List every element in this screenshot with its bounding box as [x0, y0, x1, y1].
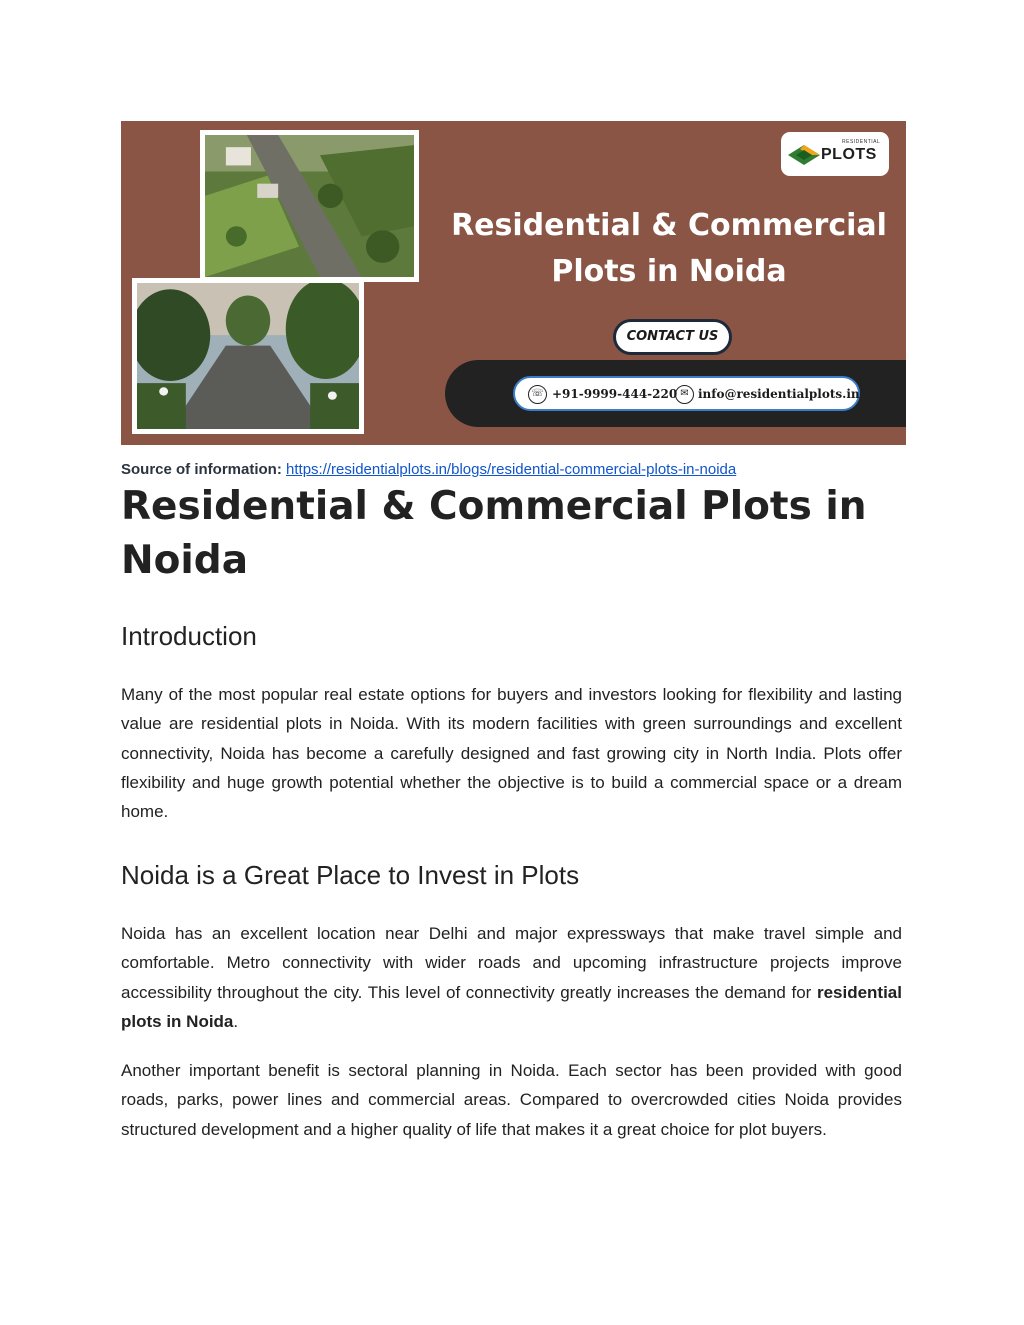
banner-title: Residential & Commercial Plots in Noida — [451, 208, 887, 289]
invest-paragraph-end: . — [233, 1011, 239, 1031]
source-label: Source of information: — [121, 461, 282, 478]
garden-pathway-photo — [132, 278, 364, 434]
hero-banner — [121, 121, 906, 445]
invest-paragraph — [121, 919, 902, 1036]
contact-info-pill — [513, 376, 860, 411]
heading-introduction: Introduction — [121, 621, 257, 651]
phone-icon: ☏ — [528, 385, 547, 404]
invest-paragraph-text: Noida has an excellent location near Delhi and major expressways that make travel simple and comfortable. Metro connectivity with wider roads and upcoming infrastructure projects improve accessibility throughout the city. This level of connectivity greatly increases the demand for — [121, 924, 902, 1002]
aerial-plots-photo — [200, 130, 419, 282]
source-link[interactable]: https://residentialplots.in/blogs/residential-commercial-plots-in-noida — [286, 461, 737, 478]
logo-subtext: RESIDENTIAL — [842, 139, 881, 145]
source-line — [121, 461, 736, 478]
page-title: Residential & Commercial Plots in Noida — [121, 484, 867, 583]
contact-us-button[interactable]: CONTACT US — [613, 319, 732, 355]
email-address: info@residentialplots.in — [698, 387, 860, 401]
invest-paragraph-bold: residential plots in Noida — [121, 982, 902, 1031]
heading-invest: Noida is a Great Place to Invest in Plots — [121, 860, 580, 890]
phone-number: +91-9999-444-220 — [552, 387, 678, 401]
planning-paragraph: Another important benefit is sectoral planning in Noida. Each sector has been provided with good roads, parks, power lines and commercial areas. Compared to overcrowded cities Noida provides structured development and a higher quality of life that makes it a great choice for plot buyers. — [121, 1061, 902, 1139]
intro-paragraph: Many of the most popular real estate options for buyers and investors looking for flexibility and lasting value are residential plots in Noida. With its modern facilities with green surroundings and excellent connectivity, Noida has become a carefully designed and fast growing city in North India. Plots offer flexibility and huge growth potential whether the objective is to build a commercial space or a dream home. — [121, 685, 902, 822]
logo-wordmark: PLOTS — [821, 146, 877, 163]
mail-icon: ✉ — [675, 385, 694, 404]
brand-logo — [781, 132, 889, 176]
logo-mark-icon — [786, 143, 822, 167]
